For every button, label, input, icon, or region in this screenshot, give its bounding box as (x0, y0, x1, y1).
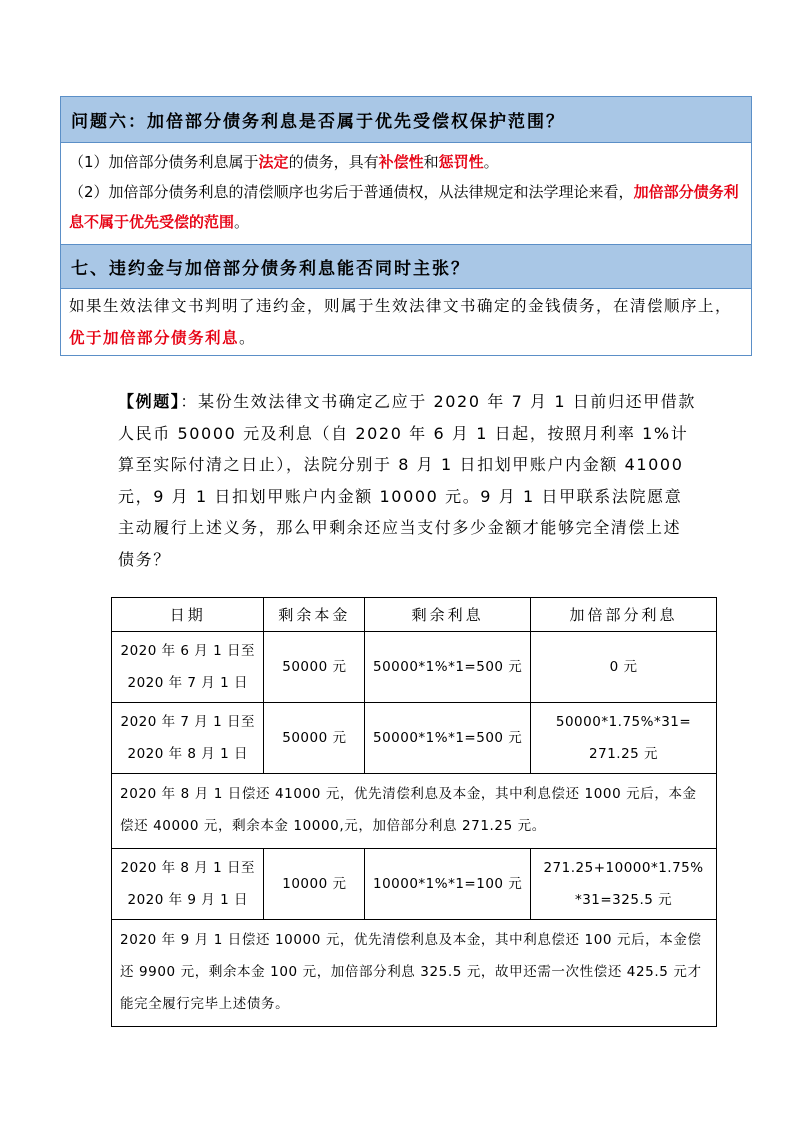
question-six-box (60, 96, 752, 246)
date-to: 2020 年 8 月 1 日 (127, 746, 248, 762)
double-interest-cell (531, 703, 717, 774)
example-paragraph (118, 386, 698, 576)
date-from: 2020 年 7 月 1 日至 (120, 714, 255, 730)
question-six-body (61, 143, 751, 237)
question-seven-title: 七、违约金与加倍部分债务利息能否同时主张？ (61, 245, 751, 289)
double-line-1: 0 元 (609, 659, 638, 675)
header-date: 日期 (112, 598, 264, 632)
interest-cell: 10000*1%*1=100 元 (365, 849, 531, 920)
text-span: （1）加倍部分债务利息属于 (69, 153, 259, 171)
principal-cell: 50000 元 (264, 632, 365, 703)
double-line-1: 50000*1.75%*31= (555, 714, 692, 730)
note-cell: 2020 年 9 月 1 日偿还 10000 元，优先清偿利息及本金，其中利息偿还 100 元后，本金偿还 9900 元，剩余本金 100 元，加倍部分利息 325.5 元，故甲还需一次性偿还 425.5 元才能完全履行完毕上述债务。 (112, 920, 717, 1027)
note-cell: 2020 年 8 月 1 日偿还 41000 元，优先清偿利息及本金，其中利息偿还 1000 元后，本金偿还 40000 元，剩余本金 10000,元，加倍部分利息 271.25 元。 (112, 774, 717, 849)
double-interest-cell (531, 849, 717, 920)
answer-paragraph-1 (69, 147, 743, 177)
calculation-table (111, 597, 717, 1027)
answer-paragraph-2 (69, 177, 743, 237)
double-interest-cell (531, 632, 717, 703)
highlight-compensatory: 补偿性 (378, 153, 424, 171)
highlight-punitive: 惩罚性 (438, 153, 484, 171)
header-interest: 剩余利息 (365, 598, 531, 632)
table-row (112, 703, 717, 774)
example-tag: 【例题】 (118, 392, 181, 411)
date-to: 2020 年 7 月 1 日 (127, 675, 248, 691)
date-from: 2020 年 8 月 1 日至 (120, 860, 255, 876)
interest-cell: 50000*1%*1=500 元 (365, 703, 531, 774)
text-span: 。 (483, 153, 499, 171)
principal-cell: 10000 元 (264, 849, 365, 920)
text-span: 和 (423, 153, 439, 171)
date-cell (112, 849, 264, 920)
highlight-conclusion: 加倍部分债务利息不属于优先受偿的范围 (69, 183, 739, 231)
table-row (112, 632, 717, 703)
interest-cell: 50000*1%*1=500 元 (365, 632, 531, 703)
question-six-title: 问题六：加倍部分债务利息是否属于优先受偿权保护范围？ (61, 97, 751, 143)
date-from: 2020 年 6 月 1 日至 (120, 643, 255, 659)
text-span: 如果生效法律文书判明了违约金，则属于生效法律文书确定的金钱债务，在清偿顺序上， (69, 297, 733, 315)
highlight-priority: 优于加倍部分债务利息 (69, 329, 240, 347)
table-note-row (112, 774, 717, 849)
header-principal: 剩余本金 (264, 598, 365, 632)
text-span: 。 (239, 329, 257, 347)
principal-cell: 50000 元 (264, 703, 365, 774)
example-text: ：某份生效法律文书确定乙应于 2020 年 7 月 1 日前归还甲借款人民币 50000 元及利息（自 2020 年 6 月 1 日起，按照月利率 1%计算至实际付清之日止），法院分别于 8 月 1 日扣划甲账户内金额 41000 元，9 月 1 日扣划甲账户内金额 10000 元。9 月 1 日甲联系法院愿意主动履行上述义务，那么甲剩余还应当支付多少金额才能够完全清偿上述债务？ (118, 392, 697, 569)
double-line-2: *31=325.5 元 (574, 892, 673, 908)
date-cell (112, 632, 264, 703)
double-line-2: 271.25 元 (589, 746, 659, 762)
highlight-legal: 法定 (258, 153, 289, 171)
table-row (112, 849, 717, 920)
text-span: 的债务，具有 (288, 153, 379, 171)
table-note-row (112, 920, 717, 1027)
date-cell (112, 703, 264, 774)
text-span: （2）加倍部分债务利息的清偿顺序也劣后于普通债权，从法律规定和法学理论来看， (69, 183, 634, 201)
question-seven-box (60, 244, 752, 356)
double-line-1: 271.25+10000*1.75% (543, 860, 704, 876)
date-to: 2020 年 9 月 1 日 (127, 892, 248, 908)
header-double-interest: 加倍部分利息 (531, 598, 717, 632)
table-header-row (112, 598, 717, 632)
question-seven-body (61, 289, 751, 354)
text-span: 。 (234, 213, 250, 231)
